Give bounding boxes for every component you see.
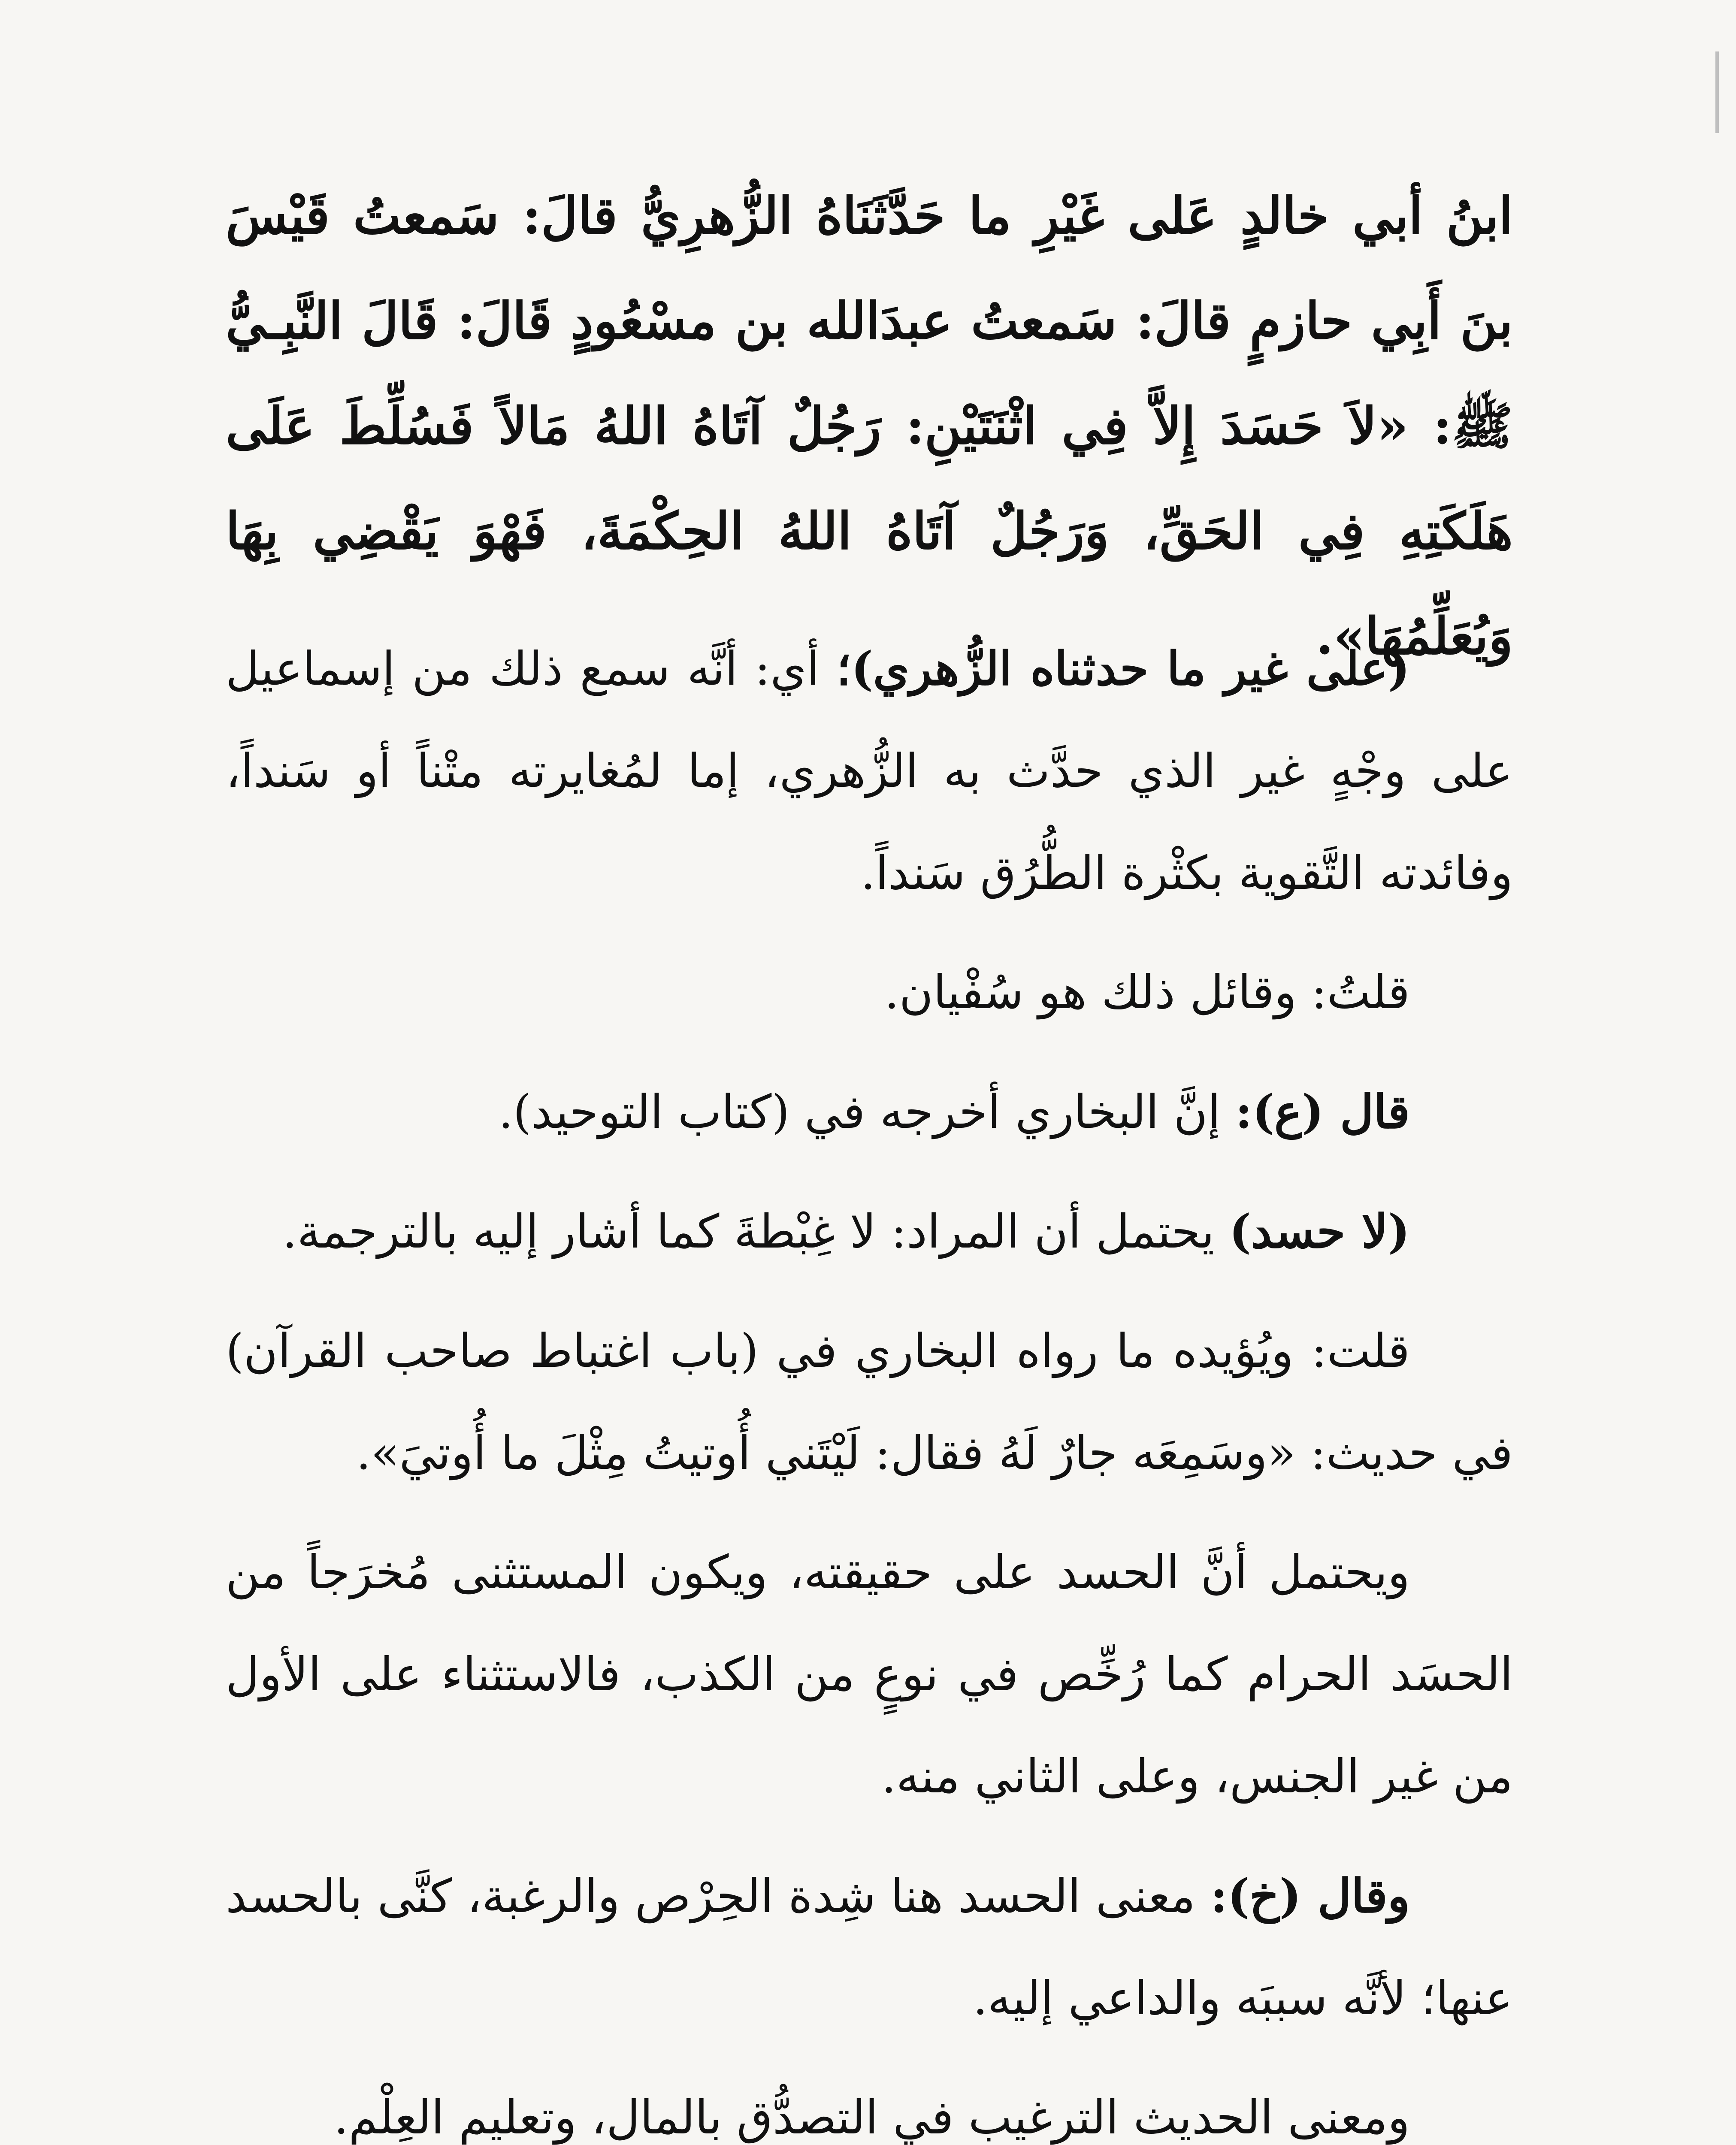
page-edge-mark	[1715, 51, 1719, 133]
commentary-paragraph-4	[226, 1181, 1513, 1283]
commentary-paragraph-8: ومعنى الحديث الترغيب في التصدُّق بالمال، وتعليم العِلْم.	[334, 2091, 1410, 2145]
commentary-paragraph-7	[226, 1845, 1513, 2050]
commentary-paragraph-6: ويحتمل أنَّ الحسد على حقيقته، ويكون المستثنى مُخرَجاً من الحسَد الحرام كما رُخِّص في نوعٍ من الكذب، فالاستثناء على الأول من غير الجنس، وعلى الثاني منه.	[226, 1546, 1513, 1804]
hadith-paragraph: ابنُ أبي خالدٍ عَلى غَيْرِ ما حَدَّثَنَاهُ الزُّهرِيُّ قالَ: سَمعتُ قَيْسَ بنَ أَبِي حازمٍ قالَ: سَمعتُ عبدَالله بن مسْعُودٍ قَالَ: قَالَ النَّبِـيُّ ﷺ: «لاَ حَسَدَ إِلاَّ فِي اثْنَتَيْنِ: رَجُلٌ آتَاهُ اللهُ مَالاً فَسُلِّطَ عَلَى هَلَكَتِهِ فِي الحَقِّ، وَرَجُلٌ آتَاهُ اللهُ الحِكْمَةَ، فَهْوَ يَقْضِي بِهَا وَيُعَلِّمُهَا».	[226, 186, 1513, 666]
commentary-paragraph-3	[226, 1061, 1513, 1163]
commentary-lemma: (لا حسد)	[1229, 1205, 1410, 1259]
commentary-text: يحتمل أن المراد: لا غِبْطةَ كما أشار إليه بالترجمة.	[282, 1205, 1229, 1259]
commentary-paragraph-1	[226, 618, 1513, 924]
commentary-text: أي: أنَّه سمع ذلك من إسماعيل على وجْهٍ غير الذي حدَّث به الزُّهري، إما لمُغايرته متْناً أو سَنداً، وفائدته التَّقوية بكثْرة الطُّرُق سَنداً.	[226, 642, 1513, 900]
commentary-lemma: قال (ع):	[1235, 1085, 1410, 1139]
commentary-paragraph-2: قلتُ: وقائل ذلك هو سُفْيان.	[884, 966, 1410, 1019]
commentary-block	[226, 618, 1513, 2145]
commentary-paragraph-5: قلت: ويُؤيده ما رواه البخاري في (باب اغتباط صاحب القرآن) في حديث: «وسَمِعَه جارٌ لَهُ فقال: لَيْتَني أُوتيتُ مِثْلَ ما أُوتيَ».	[226, 1324, 1513, 1480]
commentary-text: معنى الحسد هنا شِدة الحِرْص والرغبة، كنَّى بالحسد عنها؛ لأنَّه سببَه والداعي إليه.	[226, 1870, 1513, 2025]
commentary-lemma: (على غير ما حدثناه الزُّهري)؛	[836, 642, 1410, 696]
commentary-text: إنَّ البخاري أخرجه في (كتاب التوحيد).	[498, 1085, 1235, 1139]
commentary-lemma: وقال (خ):	[1210, 1869, 1410, 1923]
